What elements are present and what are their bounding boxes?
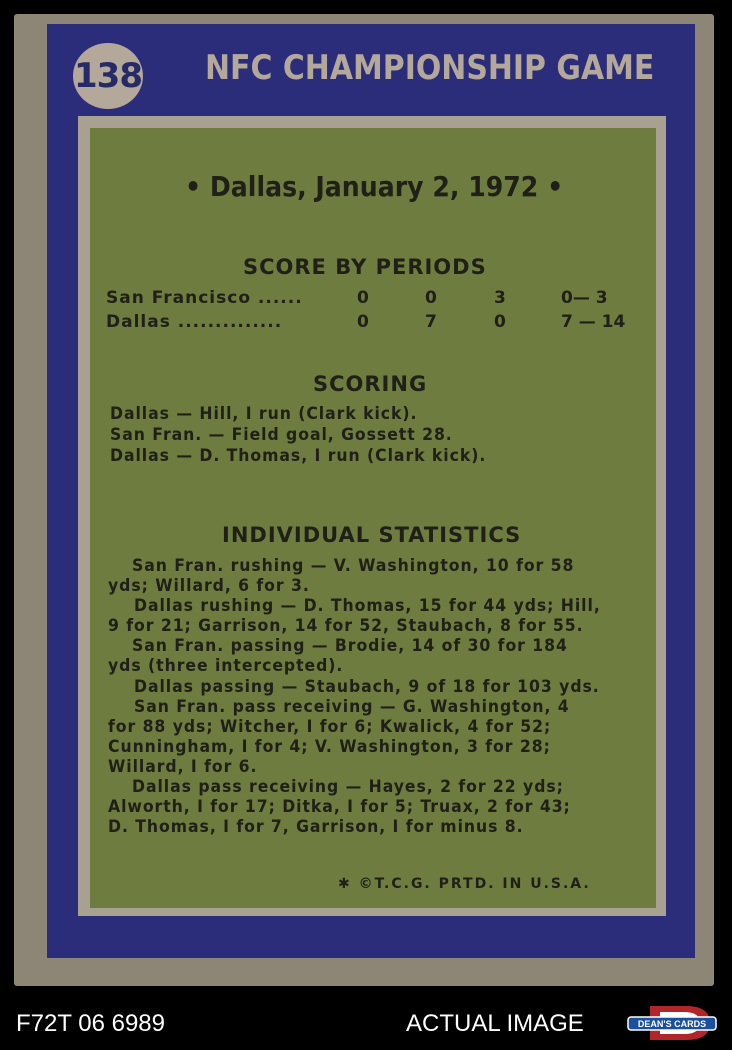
scoring-line: Dallas — Hill, I run (Clark kick). — [110, 404, 418, 423]
stats-line: Dallas rushing — D. Thomas, 15 for 44 yds; Hill, — [134, 596, 601, 615]
stats-line: Cunningham, I for 4; V. Washington, 3 for 28; — [108, 737, 551, 756]
score-q2: 7 — [425, 312, 437, 332]
card-number: 138 — [74, 56, 142, 96]
logo-text: DEAN'S CARDS — [637, 1019, 707, 1029]
scoring-line: San Fran. — Field goal, Gossett 28. — [110, 425, 453, 444]
copyright-line: ✱ ©T.C.G. PRTD. IN U.S.A. — [338, 876, 591, 892]
score-q1: 0 — [357, 288, 369, 308]
score-total: 7 — 14 — [561, 312, 626, 332]
score-q3: 3 — [494, 288, 506, 308]
stats-line: Dallas passing — Staubach, 9 of 18 for 103 yds. — [134, 677, 600, 696]
stats-line: yds; Willard, 6 for 3. — [108, 576, 310, 595]
stats-heading: INDIVIDUAL STATISTICS — [222, 523, 522, 547]
score-q2: 0 — [425, 288, 437, 308]
card-title: NFC CHAMPIONSHIP GAME — [205, 48, 655, 88]
stats-line: 9 for 21; Garrison, 14 for 52, Staubach, 8 for 55. — [108, 616, 584, 635]
stats-line: San Fran. rushing — V. Washington, 10 for 58 — [132, 556, 575, 575]
stats-line: yds (three intercepted). — [108, 656, 344, 675]
score-total: 0— 3 — [561, 288, 608, 308]
stats-line: San Fran. pass receiving — G. Washington, 4 — [134, 697, 570, 716]
score-heading: SCORE BY PERIODS — [243, 255, 487, 279]
scoring-line: Dallas — D. Thomas, I run (Clark kick). — [110, 446, 487, 465]
sku-code: F72T 06 6989 — [16, 1010, 166, 1037]
score-team: San Francisco ...... — [106, 288, 303, 308]
stats-line: Dallas pass receiving — Hayes, 2 for 22 yds; — [132, 777, 564, 796]
deans-cards-logo-icon — [626, 1004, 718, 1042]
stats-line: Alworth, I for 17; Ditka, I for 5; Truax, 2 for 43; — [108, 797, 571, 816]
score-q1: 0 — [357, 312, 369, 332]
stats-line: San Fran. passing — Brodie, 14 of 30 for 184 — [132, 636, 568, 655]
card-number-badge — [73, 43, 143, 109]
stats-line: D. Thomas, I for 7, Garrison, I for minus 8. — [108, 817, 524, 836]
score-q3: 0 — [494, 312, 506, 332]
stats-line: Willard, I for 6. — [108, 757, 258, 776]
scoring-heading: SCORING — [313, 372, 428, 396]
actual-image-label: ACTUAL IMAGE — [406, 1010, 584, 1037]
stats-line: for 88 yds; Witcher, I for 6; Kwalick, 4 for 52; — [108, 717, 552, 736]
score-team: Dallas .............. — [106, 312, 283, 332]
dateline: • Dallas, January 2, 1972 • — [185, 170, 564, 203]
